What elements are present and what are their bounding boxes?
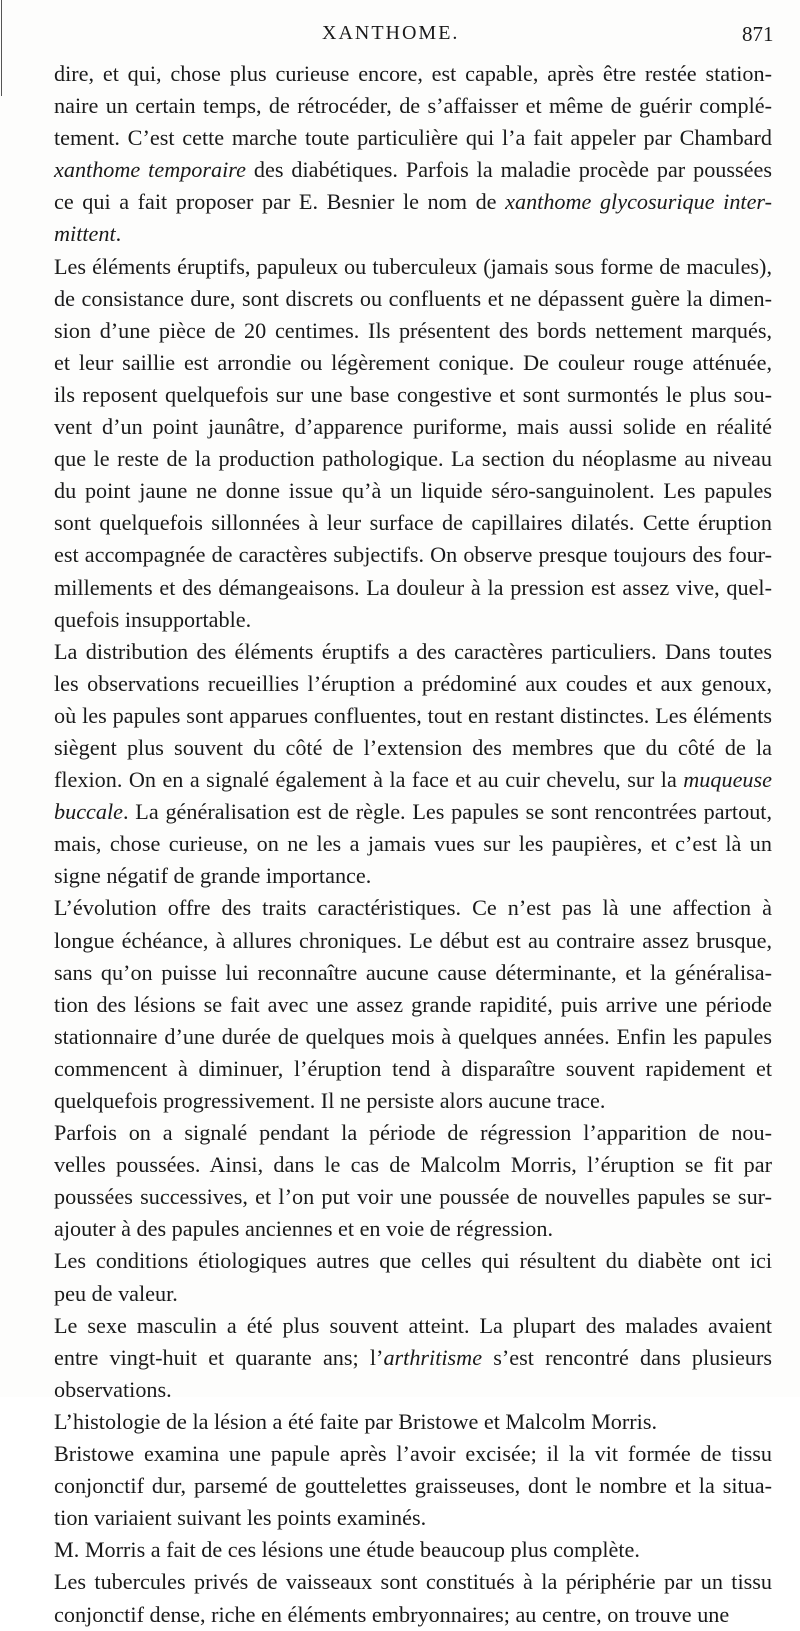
text-segment: s’est rencontré dans plusieurs [482,1344,772,1370]
italic-text: arthritisme [383,1344,483,1370]
text-line [54,636,772,668]
text-line [54,1342,772,1374]
text-line [54,828,772,860]
text-line [54,539,772,571]
text-segment: où les papules sont apparues confluentes, tout en restant distinctes. Les éléments [54,702,772,728]
text-line [54,507,772,539]
italic-text: buccale [54,799,123,825]
text-segment: stationnaire d’une durée de quelques mois à quelques années. Enfin les papules [54,1023,772,1049]
text-segment: Les tubercules privés de vaisseaux sont constitués à la périphérie par un tissu [54,1569,772,1595]
text-segment: tement. C’est cette marche toute particulière qui l’a fait appeler par Chambard [54,125,772,151]
text-segment: ils reposent quelquefois sur une base congestive et sont surmontés le plus sou- [54,381,772,407]
text-line [54,989,772,1021]
text-segment: ce qui a fait proposer par E. Besnier le nom de [54,189,506,215]
text-line [54,1117,772,1149]
paragraph [54,1438,772,1534]
text-line [54,1406,772,1438]
text-segment: des diabétiques. Parfois la maladie procède par poussées [245,157,772,183]
text-line [54,1213,772,1245]
text-line [54,1021,772,1053]
body-text [54,58,772,1631]
text-segment: que le reste de la production pathologique. La section du néoplasme au niveau [54,446,772,472]
paragraph [54,1566,772,1630]
text-line [54,379,772,411]
text-line [54,1534,772,1566]
text-line [54,58,772,90]
text-segment: La distribution des éléments éruptifs a des caractères particuliers. Dans toutes [54,638,772,664]
paragraph [54,1534,772,1566]
text-segment: Parfois on a signalé pendant la période de régression l’apparition de nou- [54,1120,772,1146]
italic-text: muqueuse [683,767,772,793]
text-segment: est accompagnée de caractères subjectifs. On observe presque toujours des four- [54,542,772,568]
text-line [54,1374,772,1406]
text-segment: commencent à diminuer, l’éruption tend à disparaître souvent rapidement et [54,1055,772,1081]
text-line [54,892,772,924]
text-segment: vent d’un point jaunâtre, d’apparence puriforme, mais aussi solide en réalité [54,414,772,440]
paragraph [54,1310,772,1406]
text-line [54,1599,772,1631]
text-segment: longue échéance, à allures chroniques. Le début est au contraire assez brusque, [54,927,772,953]
text-line [54,251,772,283]
text-segment: velles poussées. Ainsi, dans le cas de Malcolm Morris, l’éruption se fit par [54,1152,772,1178]
paragraph [54,251,772,636]
text-segment: et leur saillie est arrondie ou légèrement conique. De couleur rouge atténuée, [54,349,772,375]
text-segment: Les conditions étiologiques autres que celles qui résultent du diabète ont ici [54,1248,772,1274]
text-segment: signe négatif de grande importance. [54,863,372,889]
text-segment: Le sexe masculin a été plus souvent atteint. La plupart des malades avaient [54,1312,772,1338]
text-segment: tion variaient suivant les points examinés. [54,1505,427,1531]
text-line [54,283,772,315]
text-line [54,957,772,989]
text-line [54,1470,772,1502]
text-segment: L’évolution offre des traits caractéristiques. Ce n’est pas là une affection à [54,895,772,921]
running-head [0,18,800,48]
text-line [54,218,772,250]
text-line [54,1566,772,1598]
italic-text: mittent [54,221,116,247]
text-segment: millements et des démangeaisons. La douleur à la pression est assez vive, quel- [54,574,772,600]
text-line [54,1310,772,1342]
text-segment: sans qu’on puisse lui reconnaître aucune cause déterminante, et la généralisa- [54,959,772,985]
paragraph [54,1406,772,1438]
text-segment: . [115,221,122,247]
text-line [54,1245,772,1277]
text-segment: de consistance dure, sont discrets ou confluents et ne dépassent guère la dimen- [54,285,772,311]
paragraph [54,892,772,1117]
text-line [54,572,772,604]
running-title: XANTHOME. [322,22,460,44]
text-line [54,1278,772,1310]
text-line [54,186,772,218]
text-segment: . La généralisation est de règle. Les papules se sont rencontrées partout, [123,799,772,825]
text-line [54,764,772,796]
text-segment: mais, chose curieuse, on ne les a jamais vues sur les paupières, et c’est là un [54,831,772,857]
text-segment: peu de valeur. [54,1280,178,1306]
text-segment: naire un certain temps, de rétrocéder, de s’affaisser et même de guérir complé- [54,93,772,119]
text-line [54,1181,772,1213]
text-segment: siègent plus souvent du côté de l’extension des membres que du côté de la [54,734,772,760]
text-segment: L’histologie de la lésion a été faite par Bristowe et Malcolm Morris. [54,1408,658,1434]
text-line [54,860,772,892]
text-segment: observations. [54,1376,172,1402]
page-number: 871 [742,22,774,46]
text-line [54,796,772,828]
text-segment: quefois insupportable. [54,606,252,632]
text-line [54,315,772,347]
paragraph [54,58,772,251]
text-line [54,122,772,154]
text-line [54,1085,772,1117]
text-segment: quelquefois progressivement. Il ne persiste alors aucune trace. [54,1088,606,1113]
text-segment: entre vingt-huit et quarante ans; l’ [54,1344,384,1370]
text-line [54,604,772,636]
text-segment: flexion. On en a signalé également à la face et au cuir chevelu, sur la [54,767,684,793]
text-segment: poussées successives, et l’on put voir une poussée de nouvelles papules se sur- [54,1184,772,1210]
page-edge-line [1,0,2,96]
text-segment: sont quelquefois sillonnées à leur surface de capillaires dilatés. Cette éruption [54,510,772,536]
text-segment: conjonctif dense, riche en éléments embryonnaires; au centre, on trouve une [54,1601,730,1627]
text-segment: conjonctif dur, parsemé de gouttelettes graisseuses, dont le nombre et la situa- [54,1473,772,1499]
text-segment: M. Morris a fait de ces lésions une étude beaucoup plus complète. [54,1537,640,1563]
text-line [54,90,772,122]
text-segment: ajouter à des papules anciennes et en voie de régression. [54,1216,554,1242]
text-line [54,700,772,732]
text-line [54,1149,772,1181]
text-line [54,1502,772,1534]
italic-text: xanthome temporaire [54,157,246,183]
paragraph [54,1245,772,1309]
text-segment: Les éléments éruptifs, papuleux ou tuberculeux (jamais sous forme de macules), [54,253,772,279]
paragraph [54,636,772,893]
paragraph [54,1117,772,1245]
text-line [54,154,772,186]
text-segment: tion des lésions se fait avec une assez grande rapidité, puis arrive une période [54,991,772,1017]
text-line [54,1053,772,1085]
text-segment: du point jaune ne donne issue qu’à un liquide séro-sanguinolent. Les papules [54,478,772,504]
text-line [54,443,772,475]
text-line [54,411,772,443]
text-line [54,347,772,379]
text-segment: dire, et qui, chose plus curieuse encore, est capable, après être restée station- [54,61,772,86]
text-line [54,668,772,700]
text-line [54,732,772,764]
text-line [54,1438,772,1470]
text-line [54,475,772,507]
text-line [54,925,772,957]
text-segment: les observations recueillies l’éruption a prédominé aux coudes et aux genoux, [54,670,772,696]
text-segment: sion d’une pièce de 20 centimes. Ils présentent des bords nettement marqués, [54,317,772,343]
text-segment: Bristowe examina une papule après l’avoir excisée; il la vit formée de tissu [54,1441,772,1467]
italic-text: xanthome glycosurique inter- [505,189,773,215]
